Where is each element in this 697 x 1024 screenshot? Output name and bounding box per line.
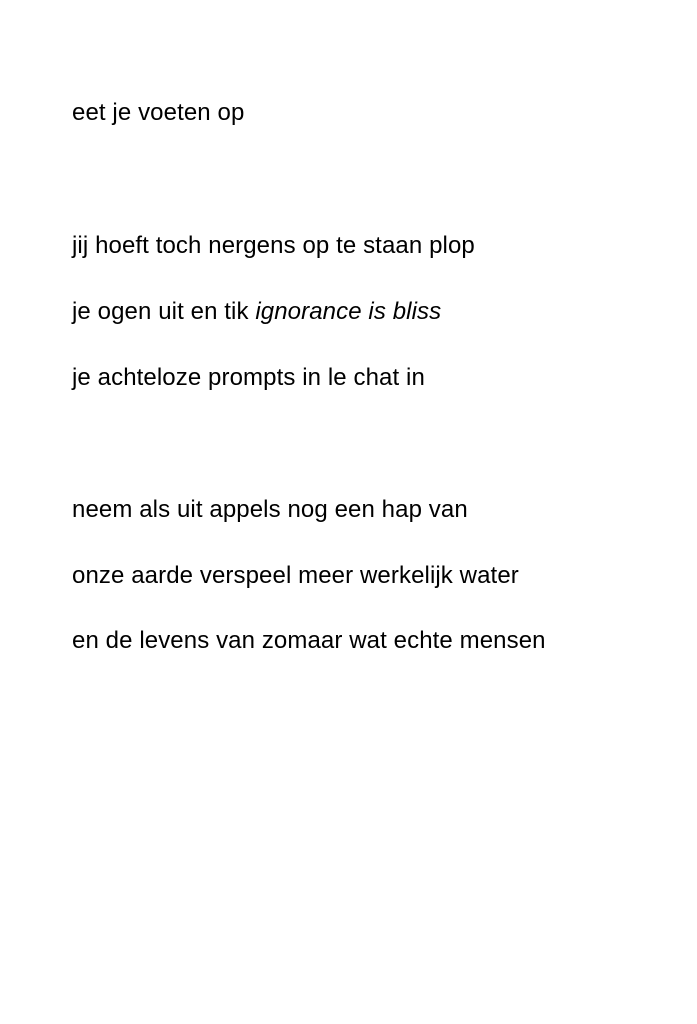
poem-line-3-italic: ignorance is bliss [255, 298, 442, 325]
poem-line-1: eet je voeten op [72, 99, 245, 126]
poem-line-6: onze aarde verspeel meer werkelijk water [72, 562, 519, 589]
poem-line-2: jij hoeft toch nergens op te staan plop [72, 232, 475, 259]
poem-line-3 [72, 296, 441, 328]
poem-line-7: en de levens van zomaar wat echte mensen [72, 627, 546, 654]
poem-line-4: je achteloze prompts in le chat in [72, 364, 425, 391]
poem-line-5: neem als uit appels nog een hap van [72, 496, 468, 523]
poem-line-3-plain: je ogen uit en tik [72, 298, 256, 325]
